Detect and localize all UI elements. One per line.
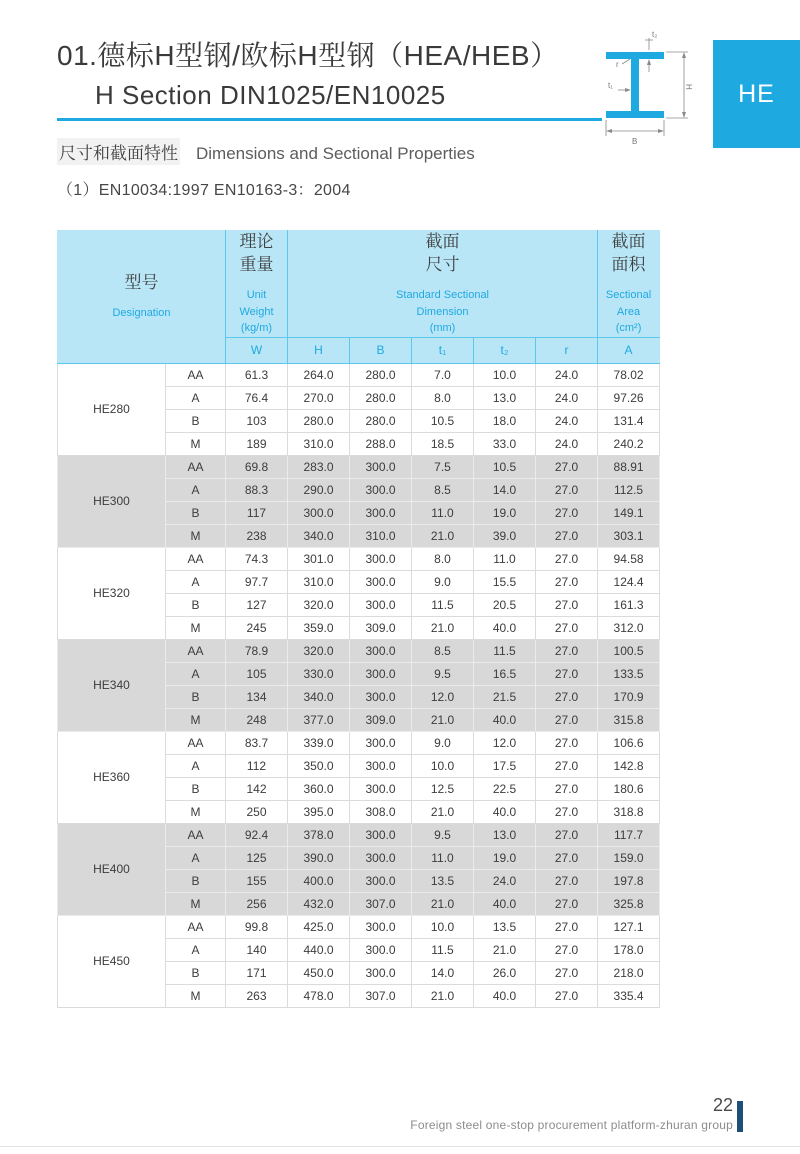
value-cell: 40.0 bbox=[474, 708, 536, 731]
value-cell: 280.0 bbox=[288, 409, 350, 432]
value-cell: 112 bbox=[226, 754, 288, 777]
variant-cell: B bbox=[166, 961, 226, 984]
table-row bbox=[58, 455, 660, 478]
value-cell: 88.3 bbox=[226, 478, 288, 501]
designation-cell: HE400 bbox=[58, 823, 166, 915]
table-row bbox=[58, 547, 660, 570]
value-cell: 13.5 bbox=[412, 869, 474, 892]
value-cell: 280.0 bbox=[350, 409, 412, 432]
value-cell: 17.5 bbox=[474, 754, 536, 777]
page-header bbox=[0, 0, 800, 146]
variant-cell: M bbox=[166, 984, 226, 1007]
value-cell: 131.4 bbox=[598, 409, 660, 432]
subhead-cn: 尺寸和截面特性 bbox=[57, 138, 180, 165]
value-cell: 250 bbox=[226, 800, 288, 823]
col-sectional-area bbox=[598, 231, 660, 337]
value-cell: 134 bbox=[226, 685, 288, 708]
table-row bbox=[58, 823, 660, 846]
value-cell: 300.0 bbox=[350, 685, 412, 708]
value-cell: 24.0 bbox=[536, 409, 598, 432]
value-cell: 301.0 bbox=[288, 547, 350, 570]
value-cell: 74.3 bbox=[226, 547, 288, 570]
value-cell: 309.0 bbox=[350, 708, 412, 731]
value-cell: 300.0 bbox=[350, 455, 412, 478]
value-cell: 10.0 bbox=[412, 754, 474, 777]
value-cell: 125 bbox=[226, 846, 288, 869]
variant-cell: M bbox=[166, 708, 226, 731]
value-cell: 40.0 bbox=[474, 616, 536, 639]
value-cell: 21.0 bbox=[412, 984, 474, 1007]
designation-cell: HE320 bbox=[58, 547, 166, 639]
standards-line: （1）EN10034:1997 EN10163-3：2004 bbox=[57, 182, 351, 200]
variant-cell: M bbox=[166, 616, 226, 639]
variant-cell: B bbox=[166, 409, 226, 432]
value-cell: 27.0 bbox=[536, 708, 598, 731]
value-cell: 263 bbox=[226, 984, 288, 1007]
value-cell: 24.0 bbox=[474, 869, 536, 892]
value-cell: 39.0 bbox=[474, 524, 536, 547]
value-cell: 310.0 bbox=[350, 524, 412, 547]
value-cell: 21.0 bbox=[412, 892, 474, 915]
value-cell: 270.0 bbox=[288, 386, 350, 409]
value-cell: 245 bbox=[226, 616, 288, 639]
value-cell: 340.0 bbox=[288, 524, 350, 547]
variant-cell: A bbox=[166, 846, 226, 869]
h-beam-shape bbox=[606, 52, 664, 118]
page-footer bbox=[410, 1096, 743, 1132]
value-cell: 19.0 bbox=[474, 501, 536, 524]
variant-cell: A bbox=[166, 662, 226, 685]
value-cell: 149.1 bbox=[598, 501, 660, 524]
value-cell: 27.0 bbox=[536, 892, 598, 915]
value-cell: 112.5 bbox=[598, 478, 660, 501]
col-designation-cn: 型号 bbox=[124, 273, 159, 293]
value-cell: 11.0 bbox=[412, 846, 474, 869]
variant-cell: B bbox=[166, 777, 226, 800]
value-cell: 27.0 bbox=[536, 846, 598, 869]
value-cell: 27.0 bbox=[536, 478, 598, 501]
col-sectional-dimension bbox=[288, 231, 598, 337]
value-cell: 300.0 bbox=[350, 731, 412, 754]
variant-cell: A bbox=[166, 570, 226, 593]
value-cell: 171 bbox=[226, 961, 288, 984]
value-cell: 8.0 bbox=[412, 547, 474, 570]
value-cell: 27.0 bbox=[536, 731, 598, 754]
value-cell: 27.0 bbox=[536, 662, 598, 685]
value-cell: 335.4 bbox=[598, 984, 660, 1007]
value-cell: 27.0 bbox=[536, 639, 598, 662]
value-cell: 61.3 bbox=[226, 363, 288, 386]
value-cell: 40.0 bbox=[474, 984, 536, 1007]
value-cell: 320.0 bbox=[288, 593, 350, 616]
variant-cell: B bbox=[166, 685, 226, 708]
label-t2: t₂ bbox=[652, 30, 658, 39]
value-cell: 9.0 bbox=[412, 570, 474, 593]
value-cell: 300.0 bbox=[350, 639, 412, 662]
value-cell: 440.0 bbox=[288, 938, 350, 961]
label-H: H bbox=[684, 84, 693, 90]
value-cell: 264.0 bbox=[288, 363, 350, 386]
value-cell: 27.0 bbox=[536, 961, 598, 984]
value-cell: 283.0 bbox=[288, 455, 350, 478]
value-cell: 10.5 bbox=[412, 409, 474, 432]
col-designation-en: Designation bbox=[112, 307, 171, 320]
value-cell: 240.2 bbox=[598, 432, 660, 455]
value-cell: 142 bbox=[226, 777, 288, 800]
variant-cell: A bbox=[166, 938, 226, 961]
value-cell: 310.0 bbox=[288, 432, 350, 455]
col-unit-weight-en: Unit Weight (kg/m) bbox=[239, 289, 274, 335]
value-cell: 248 bbox=[226, 708, 288, 731]
value-cell: 97.26 bbox=[598, 386, 660, 409]
value-cell: 359.0 bbox=[288, 616, 350, 639]
value-cell: 11.5 bbox=[474, 639, 536, 662]
sub-col-H: H bbox=[288, 337, 350, 363]
variant-cell: B bbox=[166, 593, 226, 616]
col-unit-weight bbox=[226, 231, 288, 337]
value-cell: 27.0 bbox=[536, 616, 598, 639]
value-cell: 300.0 bbox=[350, 754, 412, 777]
value-cell: 7.0 bbox=[412, 363, 474, 386]
value-cell: 309.0 bbox=[350, 616, 412, 639]
value-cell: 21.0 bbox=[474, 938, 536, 961]
value-cell: 117.7 bbox=[598, 823, 660, 846]
value-cell: 307.0 bbox=[350, 892, 412, 915]
label-t1: t₁ bbox=[608, 81, 613, 90]
value-cell: 390.0 bbox=[288, 846, 350, 869]
value-cell: 425.0 bbox=[288, 915, 350, 938]
value-cell: 238 bbox=[226, 524, 288, 547]
value-cell: 11.0 bbox=[412, 501, 474, 524]
value-cell: 340.0 bbox=[288, 685, 350, 708]
value-cell: 27.0 bbox=[536, 685, 598, 708]
value-cell: 300.0 bbox=[350, 547, 412, 570]
value-cell: 21.0 bbox=[412, 616, 474, 639]
value-cell: 307.0 bbox=[350, 984, 412, 1007]
value-cell: 300.0 bbox=[350, 570, 412, 593]
value-cell: 40.0 bbox=[474, 800, 536, 823]
variant-cell: AA bbox=[166, 455, 226, 478]
value-cell: 318.8 bbox=[598, 800, 660, 823]
sub-col-t1: t₁ bbox=[412, 337, 474, 363]
value-cell: 24.0 bbox=[536, 363, 598, 386]
subhead-en: Dimensions and Sectional Properties bbox=[196, 144, 475, 164]
table-header bbox=[58, 231, 660, 363]
value-cell: 320.0 bbox=[288, 639, 350, 662]
value-cell: 24.0 bbox=[536, 386, 598, 409]
page-title: 01.德标H型钢/欧标H型钢（HEA/HEB） bbox=[57, 40, 559, 71]
value-cell: 395.0 bbox=[288, 800, 350, 823]
value-cell: 27.0 bbox=[536, 823, 598, 846]
value-cell: 478.0 bbox=[288, 984, 350, 1007]
table-row bbox=[58, 731, 660, 754]
value-cell: 78.02 bbox=[598, 363, 660, 386]
value-cell: 100.5 bbox=[598, 639, 660, 662]
variant-cell: AA bbox=[166, 547, 226, 570]
value-cell: 16.5 bbox=[474, 662, 536, 685]
label-r: r bbox=[616, 60, 619, 69]
sub-col-A: A bbox=[598, 337, 660, 363]
value-cell: 133.5 bbox=[598, 662, 660, 685]
value-cell: 99.8 bbox=[226, 915, 288, 938]
value-cell: 12.0 bbox=[474, 731, 536, 754]
value-cell: 117 bbox=[226, 501, 288, 524]
value-cell: 94.58 bbox=[598, 547, 660, 570]
value-cell: 106.6 bbox=[598, 731, 660, 754]
value-cell: 312.0 bbox=[598, 616, 660, 639]
value-cell: 9.5 bbox=[412, 662, 474, 685]
value-cell: 400.0 bbox=[288, 869, 350, 892]
footer-rule bbox=[0, 1146, 800, 1147]
variant-cell: AA bbox=[166, 731, 226, 754]
value-cell: 300.0 bbox=[350, 593, 412, 616]
designation-cell: HE340 bbox=[58, 639, 166, 731]
value-cell: 27.0 bbox=[536, 869, 598, 892]
variant-cell: A bbox=[166, 478, 226, 501]
value-cell: 178.0 bbox=[598, 938, 660, 961]
value-cell: 127 bbox=[226, 593, 288, 616]
dimension-table bbox=[57, 230, 660, 1007]
table-row bbox=[58, 915, 660, 938]
table-row bbox=[58, 639, 660, 662]
value-cell: 360.0 bbox=[288, 777, 350, 800]
value-cell: 12.0 bbox=[412, 685, 474, 708]
value-cell: 218.0 bbox=[598, 961, 660, 984]
value-cell: 8.5 bbox=[412, 478, 474, 501]
value-cell: 300.0 bbox=[350, 915, 412, 938]
section-tab bbox=[713, 40, 800, 148]
variant-cell: AA bbox=[166, 915, 226, 938]
value-cell: 256 bbox=[226, 892, 288, 915]
value-cell: 27.0 bbox=[536, 501, 598, 524]
col-sectional-dimension-en: Standard Sectional Dimension (mm) bbox=[396, 289, 489, 335]
value-cell: 27.0 bbox=[536, 524, 598, 547]
value-cell: 27.0 bbox=[536, 938, 598, 961]
value-cell: 78.9 bbox=[226, 639, 288, 662]
sub-col-W: W bbox=[226, 337, 288, 363]
value-cell: 27.0 bbox=[536, 984, 598, 1007]
designation-cell: HE360 bbox=[58, 731, 166, 823]
footer-accent-bar bbox=[737, 1101, 743, 1132]
value-cell: 339.0 bbox=[288, 731, 350, 754]
variant-cell: A bbox=[166, 754, 226, 777]
variant-cell: M bbox=[166, 524, 226, 547]
value-cell: 26.0 bbox=[474, 961, 536, 984]
value-cell: 11.5 bbox=[412, 938, 474, 961]
value-cell: 21.0 bbox=[412, 708, 474, 731]
variant-cell: AA bbox=[166, 823, 226, 846]
page-number: 22 bbox=[712, 1095, 733, 1116]
h-beam-diagram bbox=[592, 28, 710, 166]
value-cell: 27.0 bbox=[536, 754, 598, 777]
designation-cell: HE280 bbox=[58, 363, 166, 455]
sub-col-t2: t₂ bbox=[474, 337, 536, 363]
designation-cell: HE450 bbox=[58, 915, 166, 1007]
value-cell: 310.0 bbox=[288, 570, 350, 593]
label-B: B bbox=[632, 137, 638, 146]
value-cell: 11.0 bbox=[474, 547, 536, 570]
value-cell: 300.0 bbox=[350, 662, 412, 685]
col-sectional-area-en: Sectional Area (cm²) bbox=[605, 289, 652, 335]
value-cell: 377.0 bbox=[288, 708, 350, 731]
value-cell: 300.0 bbox=[350, 961, 412, 984]
value-cell: 189 bbox=[226, 432, 288, 455]
value-cell: 12.5 bbox=[412, 777, 474, 800]
value-cell: 18.0 bbox=[474, 409, 536, 432]
value-cell: 10.5 bbox=[474, 455, 536, 478]
col-designation bbox=[58, 231, 226, 363]
value-cell: 11.5 bbox=[412, 593, 474, 616]
value-cell: 14.0 bbox=[474, 478, 536, 501]
value-cell: 300.0 bbox=[350, 501, 412, 524]
variant-cell: A bbox=[166, 386, 226, 409]
value-cell: 69.8 bbox=[226, 455, 288, 478]
variant-cell: B bbox=[166, 501, 226, 524]
value-cell: 27.0 bbox=[536, 593, 598, 616]
value-cell: 300.0 bbox=[350, 478, 412, 501]
value-cell: 97.7 bbox=[226, 570, 288, 593]
value-cell: 280.0 bbox=[350, 363, 412, 386]
value-cell: 197.8 bbox=[598, 869, 660, 892]
value-cell: 27.0 bbox=[536, 915, 598, 938]
col-sectional-area-cn: 截面 面积 bbox=[611, 232, 646, 275]
variant-cell: AA bbox=[166, 363, 226, 386]
value-cell: 27.0 bbox=[536, 777, 598, 800]
value-cell: 300.0 bbox=[350, 869, 412, 892]
value-cell: 13.0 bbox=[474, 823, 536, 846]
variant-cell: M bbox=[166, 892, 226, 915]
value-cell: 19.0 bbox=[474, 846, 536, 869]
value-cell: 103 bbox=[226, 409, 288, 432]
value-cell: 10.0 bbox=[474, 363, 536, 386]
value-cell: 288.0 bbox=[350, 432, 412, 455]
value-cell: 20.5 bbox=[474, 593, 536, 616]
value-cell: 300.0 bbox=[350, 823, 412, 846]
sub-col-B: B bbox=[350, 337, 412, 363]
value-cell: 140 bbox=[226, 938, 288, 961]
variant-cell: M bbox=[166, 432, 226, 455]
value-cell: 325.8 bbox=[598, 892, 660, 915]
value-cell: 9.0 bbox=[412, 731, 474, 754]
table-body bbox=[58, 363, 660, 1007]
value-cell: 378.0 bbox=[288, 823, 350, 846]
value-cell: 21.0 bbox=[412, 800, 474, 823]
value-cell: 300.0 bbox=[350, 777, 412, 800]
value-cell: 22.5 bbox=[474, 777, 536, 800]
col-sectional-dimension-cn: 截面 尺寸 bbox=[425, 232, 460, 275]
value-cell: 27.0 bbox=[536, 800, 598, 823]
value-cell: 7.5 bbox=[412, 455, 474, 478]
value-cell: 330.0 bbox=[288, 662, 350, 685]
value-cell: 13.0 bbox=[474, 386, 536, 409]
value-cell: 432.0 bbox=[288, 892, 350, 915]
value-cell: 161.3 bbox=[598, 593, 660, 616]
value-cell: 92.4 bbox=[226, 823, 288, 846]
value-cell: 280.0 bbox=[350, 386, 412, 409]
value-cell: 142.8 bbox=[598, 754, 660, 777]
value-cell: 300.0 bbox=[288, 501, 350, 524]
value-cell: 13.5 bbox=[474, 915, 536, 938]
value-cell: 27.0 bbox=[536, 570, 598, 593]
value-cell: 27.0 bbox=[536, 547, 598, 570]
value-cell: 83.7 bbox=[226, 731, 288, 754]
value-cell: 10.0 bbox=[412, 915, 474, 938]
value-cell: 180.6 bbox=[598, 777, 660, 800]
sub-col-r: r bbox=[536, 337, 598, 363]
value-cell: 450.0 bbox=[288, 961, 350, 984]
value-cell: 27.0 bbox=[536, 455, 598, 478]
value-cell: 155 bbox=[226, 869, 288, 892]
value-cell: 15.5 bbox=[474, 570, 536, 593]
value-cell: 40.0 bbox=[474, 892, 536, 915]
value-cell: 88.91 bbox=[598, 455, 660, 478]
designation-cell: HE300 bbox=[58, 455, 166, 547]
value-cell: 170.9 bbox=[598, 685, 660, 708]
value-cell: 127.1 bbox=[598, 915, 660, 938]
value-cell: 105 bbox=[226, 662, 288, 685]
value-cell: 18.5 bbox=[412, 432, 474, 455]
title-underline bbox=[57, 118, 602, 121]
value-cell: 300.0 bbox=[350, 938, 412, 961]
value-cell: 8.0 bbox=[412, 386, 474, 409]
value-cell: 300.0 bbox=[350, 846, 412, 869]
variant-cell: AA bbox=[166, 639, 226, 662]
page-subtitle: H Section DIN1025/EN10025 bbox=[95, 80, 446, 111]
value-cell: 308.0 bbox=[350, 800, 412, 823]
value-cell: 159.0 bbox=[598, 846, 660, 869]
value-cell: 21.0 bbox=[412, 524, 474, 547]
value-cell: 350.0 bbox=[288, 754, 350, 777]
value-cell: 315.8 bbox=[598, 708, 660, 731]
value-cell: 24.0 bbox=[536, 432, 598, 455]
value-cell: 33.0 bbox=[474, 432, 536, 455]
value-cell: 21.5 bbox=[474, 685, 536, 708]
table-row bbox=[58, 363, 660, 386]
footer-text: Foreign steel one-stop procurement platform-zhuran group bbox=[410, 1118, 733, 1132]
value-cell: 76.4 bbox=[226, 386, 288, 409]
value-cell: 124.4 bbox=[598, 570, 660, 593]
value-cell: 290.0 bbox=[288, 478, 350, 501]
variant-cell: B bbox=[166, 869, 226, 892]
section-tab-label: HE bbox=[738, 79, 775, 108]
value-cell: 303.1 bbox=[598, 524, 660, 547]
value-cell: 9.5 bbox=[412, 823, 474, 846]
col-unit-weight-cn: 理论 重量 bbox=[239, 232, 274, 275]
value-cell: 14.0 bbox=[412, 961, 474, 984]
variant-cell: M bbox=[166, 800, 226, 823]
value-cell: 8.5 bbox=[412, 639, 474, 662]
dimension-table-wrap bbox=[57, 230, 800, 1007]
